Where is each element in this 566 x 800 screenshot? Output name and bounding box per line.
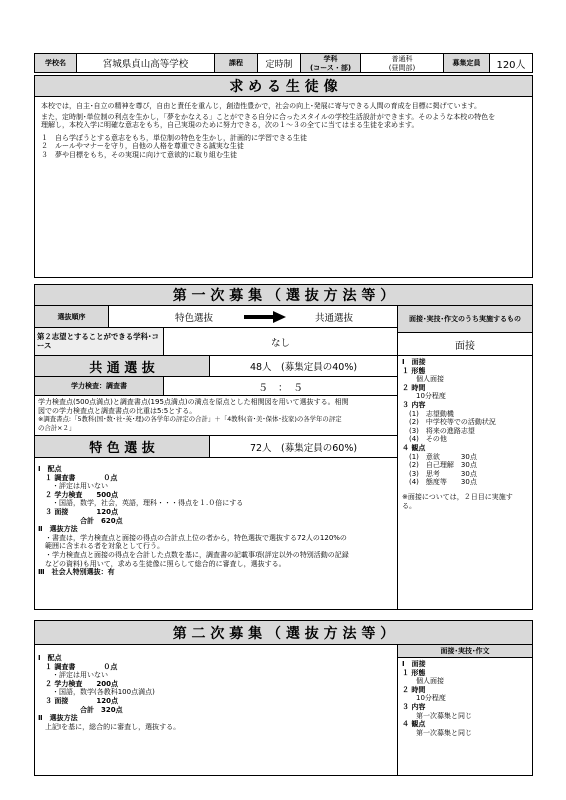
second-side-line: Ⅰ 面接 — [402, 660, 426, 668]
selection-order-label: 選抜順序 — [34, 305, 109, 328]
interview-line: １ 形態 — [402, 366, 426, 375]
interview-note: る。 — [402, 501, 416, 510]
ideal-student-body — [34, 96, 533, 278]
second-side-line: 10分程度 — [402, 694, 446, 703]
capacity-value: 120人 — [489, 53, 533, 73]
order-second: 共通選抜 — [314, 312, 353, 324]
first-recruitment-title: 第 一 次 募 集 （ 選 抜 方 法 等 ） — [34, 284, 533, 306]
interview-line: (3) 将来の進路志望 — [402, 426, 475, 435]
ratio-value: ５ ： ５ — [163, 376, 398, 396]
second-line: 合計 320点 — [38, 705, 123, 714]
special-line: などの資料)も用いて，求める生徒像に照らして総合的に審査し，選抜する。 — [38, 559, 286, 568]
ideal-paragraph-2a: また，定時制･単位制の利点を生かし，「夢をかなえる」ことができる自分に合ったスタイルの学校生活設計ができます。そのような本校の特色を — [41, 112, 496, 121]
second-choice-label: 第２志望とすることができる学科･コース — [34, 327, 164, 356]
course-value: 定時制 — [257, 53, 301, 73]
arrow-right-icon — [244, 311, 286, 323]
special-line: Ⅲ 社会人特別選抜：有 — [38, 568, 115, 577]
common-selection-count: 48人 (募集定員の40%) — [209, 355, 398, 377]
ideal-item-list — [41, 134, 526, 160]
special-selection-count: 72人 (募集定員の60%) — [209, 435, 398, 458]
special-line: Ⅱ 選抜方法 — [38, 525, 78, 534]
second-line: ・国語，数学(各教科100点満点) — [38, 688, 155, 697]
second-side-line: 個人面接 — [402, 677, 444, 686]
department-label: 学科 (コース・部) — [300, 53, 361, 73]
second-line: ２ 学力検査 200点 — [38, 679, 119, 688]
special-line: ・学力検査点と面接の得点を合計した点数を基に，調査書の記載事項(評定以外の特別活動の記録 — [38, 550, 349, 559]
interview-line: (4) その他 — [402, 435, 447, 444]
common-line: 学力検査点(500点満点)と調査書点(195点満点)の満点を原点とした相関図を用いて選抜する。相関 — [38, 398, 349, 406]
second-side-line: 第一次募集と同じ — [402, 728, 472, 737]
course-label: 課程 — [214, 53, 258, 73]
special-line: Ⅰ 配点 — [38, 465, 62, 473]
ratio-label: 学力検査：調査書 — [34, 376, 164, 396]
interview-line: (1) 志望動機 — [402, 409, 454, 418]
special-selection-title: 特 色 選 抜 — [34, 435, 210, 458]
ideal-item: ２ ルールやマナーを守り，自他の人格を尊重できる誠実な生徒 — [41, 142, 244, 151]
second-side-line: 第一次募集と同じ — [402, 711, 472, 720]
second-line: ・評定は用いない — [38, 671, 108, 680]
interview-line: ２ 時間 — [402, 383, 426, 392]
common-selection-title: 共 通 選 抜 — [34, 355, 210, 377]
second-side-line: ４ 観点 — [402, 720, 426, 729]
ideal-paragraph-1: 本校では，自主･自立の精神を尊び，自由と責任を重んじ，創造性豊かで，社会の向上･発展に寄与できる人間の育成を目標に掲げています。 — [41, 102, 482, 110]
interview-line: (4) 態度等 30点 — [402, 478, 477, 487]
interview-line: (2) 中学校等での活動状況 — [402, 418, 496, 427]
common-selection-body — [34, 395, 398, 436]
second-line: 上記Ⅰを基に，総合的に審査し，選抜する。 — [38, 722, 181, 731]
second-line: Ⅰ 配点 — [38, 654, 62, 662]
interview-line: 10分程度 — [402, 392, 446, 401]
interview-line: (2) 自己理解 30点 — [402, 461, 477, 470]
first-interview-details — [397, 355, 533, 610]
second-side-line: ２ 時間 — [402, 685, 426, 694]
special-line: 範囲に含まれる者を対象として行う。 — [38, 542, 164, 551]
ideal-student-title: 求 め る 生 徒 像 — [34, 75, 533, 97]
special-line: ・国語，数学，社会，英語，理科・・・得点を１.０倍にする — [38, 499, 244, 508]
second-side-header: 面接･実技･作文 — [397, 644, 533, 658]
special-line: ・書査は，学力検査点と面接の得点の合計点上位の者から，特色選抜で選抜する72人の120%の — [38, 533, 347, 542]
interview-line: Ⅰ 面接 — [402, 358, 426, 366]
common-line: 図での学力検査点と調査書点の比重は5:5とする。 — [38, 406, 197, 415]
second-interview-details — [397, 657, 533, 776]
interview-line: ４ 観点 — [402, 443, 426, 452]
second-line: Ⅱ 選抜方法 — [38, 714, 78, 723]
department-value: 普通科 (昼間部) — [360, 53, 444, 73]
special-line: ２ 学力検査 500点 — [38, 490, 119, 499]
interview-line: 個人面接 — [402, 375, 444, 384]
common-line: ※調査書点:「5教科(国･数･社･英･理)の各学年の評定の合計」＋「4教科(音･美･保体･技家)の各学年の評定 — [38, 415, 342, 424]
second-choice-value: なし — [163, 327, 398, 356]
capacity-label: 募集定員 — [443, 53, 490, 73]
ideal-item: １ 自ら学ぼうとする意志をもち，単位制の特色を生かし，計画的に学習できる生徒 — [41, 133, 307, 142]
common-line: の合計×２」 — [38, 423, 76, 432]
interview-note: ※面接については，２日目に実施す — [402, 492, 513, 501]
order-first: 特色選抜 — [174, 312, 213, 324]
second-line: ３ 面接 120点 — [38, 696, 119, 705]
ideal-item: ３ 夢や目標をもち，その実現に向けて意欲的に取り組む生徒 — [41, 150, 237, 159]
special-line: 合計 620点 — [38, 516, 123, 525]
interview-line: (3) 思考 30点 — [402, 469, 477, 478]
special-selection-body — [34, 457, 398, 610]
special-line: ・評定は用いない — [38, 482, 108, 491]
first-side-header: 面接･実技･作文のうち実施するもの — [397, 305, 533, 333]
selection-order-row — [108, 305, 398, 328]
second-side-line: ３ 内容 — [402, 702, 426, 711]
interview-line: ３ 内容 — [402, 400, 426, 409]
second-recruitment-body — [34, 644, 398, 776]
second-line: １ 調査書 ０点 — [38, 662, 118, 671]
second-side-line: １ 形態 — [402, 668, 426, 677]
interview-line: (1) 意欲 30点 — [402, 452, 477, 461]
first-side-value: 面接 — [397, 332, 533, 356]
special-line: ３ 面接 120点 — [38, 507, 119, 516]
school-name-label: 学校名 — [34, 53, 77, 73]
ideal-paragraph-2b: 理解し，本校入学に明確な意志をもち，自己実現のために努力できる，次の１～３の全てに当てはまる生徒を求めます。 — [41, 121, 419, 130]
second-recruitment-title: 第 二 次 募 集 （ 選 抜 方 法 等 ） — [34, 620, 533, 645]
school-name-value: 宮城県貞山高等学校 — [76, 53, 215, 73]
special-line: １ 調査書 ０点 — [38, 473, 118, 482]
